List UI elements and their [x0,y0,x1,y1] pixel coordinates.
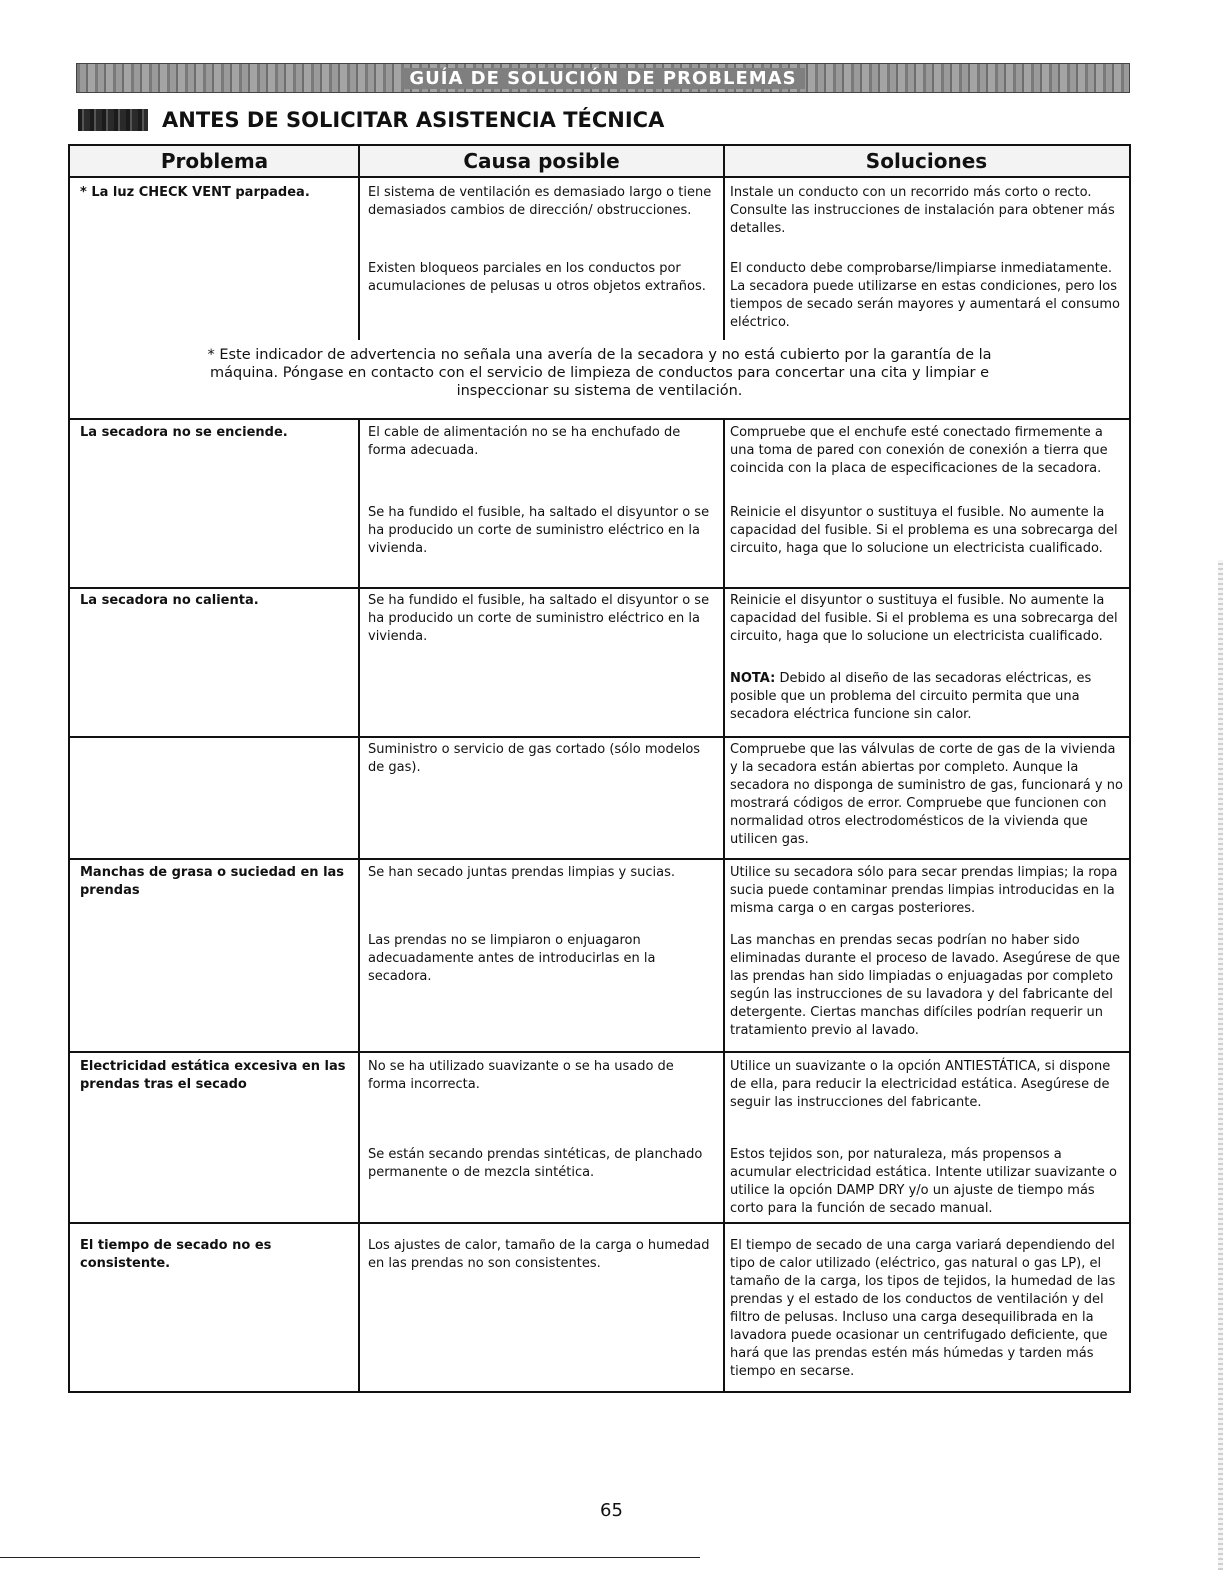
section-bar-decoration [78,109,148,131]
column-divider [723,418,725,1393]
solution-text: Reinicie el disyuntor o sustituya el fusible. No aumente la capacidad del fusible. Si el problema es una sobrecarga del circuito, haga que lo solucione un electricista cualificado. [730,505,1118,556]
row-divider [70,1222,1129,1224]
cause-text: Suministro o servicio de gas cortado (sólo modelos de gas). [368,742,701,775]
header-cause: Causa posible [359,146,724,178]
cause-text: Se están secando prendas sintéticas, de planchado permanente o de mezcla sintética. [368,1147,703,1180]
column-divider [358,418,360,1393]
header-problem: Problema [70,146,359,178]
solution-text: Las manchas en prendas secas podrían no haber sido eliminadas durante el proceso de lavado. Asegúrese de que las prendas han sido limpiadas o enjuagadas por completo según las instrucciones de su lavadora y del fabricante del detergente. Ciertas manchas difíciles podrían requerir un tratamiento previo al lavado. [730,933,1120,1038]
note-text [730,670,1126,724]
solution-text: Estos tejidos son, por naturaleza, más propensos a acumular electricidad estática. Intente utilizar suavizante o utilice la opción DAMP DRY y/o un ajuste de tiempo más corto para la función de secado manual. [730,1147,1117,1216]
cause-text: Los ajustes de calor, tamaño de la carga o humedad en las prendas no son consistentes. [368,1238,710,1271]
scan-edge-strip [1218,560,1223,1570]
bottom-rule [0,1557,700,1558]
cause-text: El sistema de ventilación es demasiado largo o tiene demasiados cambios de dirección/ obstrucciones. [368,185,712,218]
cause-text: No se ha utilizado suavizante o se ha usado de forma incorrecta. [368,1059,674,1092]
note-label: NOTA: [730,671,776,686]
solution-text: Instale un conducto con un recorrido más corto o recto. Consulte las instrucciones de instalación para obtener más detalles. [730,185,1115,236]
solution-text: Compruebe que el enchufe esté conectado firmemente a una toma de pared con conexión de conexión a tierra que coincida con la placa de especificaciones de la secadora. [730,425,1108,476]
problem-no-power: La secadora no se enciende. [80,425,288,440]
problem-stains: Manchas de grasa o suciedad en las prendas [80,865,345,898]
solution-text: Compruebe que las válvulas de corte de gas de la vivienda y la secadora están abiertas por completo. Aunque la secadora no disponga de suministro de gas, funcionará y no mostrará códigos de error. Compruebe que funcionen con normalidad otros electrodomésticos de la vivienda que utilicen gas. [730,742,1123,847]
cause-text: Se ha fundido el fusible, ha saltado el disyuntor o se ha producido un corte de suministro eléctrico en la vivienda. [368,505,710,556]
problem-inconsistent-dry-time: El tiempo de secado no es consistente. [80,1238,272,1271]
check-vent-footnote: * Este indicador de advertencia no señala una avería de la secadora y no está cubierto por la garantía de la máquina. Póngase en contacto con el servicio de limpieza de conductos para concertar una cita y limpiar e inspeccionar su sistema de ventilación. [207,347,992,399]
page-number: 65 [600,1500,623,1521]
problem-check-vent: * La luz CHECK VENT parpadea. [80,185,310,200]
troubleshooting-table [68,144,1131,1393]
column-divider [358,146,360,340]
cause-text: El cable de alimentación no se ha enchufado de forma adecuada. [368,425,681,458]
row-divider [70,587,1129,589]
cause-text: Se han secado juntas prendas limpias y sucias. [368,865,676,880]
cause-text: Las prendas no se limpiaron o enjuagaron adecuadamente antes de introducirlas en la secadora. [368,933,656,984]
section-heading [78,108,664,132]
row-divider [70,418,1129,420]
solution-text: El tiempo de secado de una carga variará dependiendo del tipo de calor utilizado (eléctrico, gas natural o gas LP), el tamaño de la carga, los tipos de tejidos, la humedad de las prendas y el estado de los conductos de ventilación y del filtro de pelusas. Incluso una carga desequilibrada en la lavadora puede ocasionar un centrifugado deficiente, que hará que las prendas estén más húmedas y tarden más tiempo en secarse. [730,1238,1116,1379]
row-divider [70,1051,1129,1053]
problem-no-heat: La secadora no calienta. [80,593,259,608]
cause-text: Se ha fundido el fusible, ha saltado el disyuntor o se ha producido un corte de suministro eléctrico en la vivienda. [368,593,710,644]
row-divider [70,858,1129,860]
solution-text: Utilice un suavizante o la opción ANTIESTÁTICA, si dispone de ella, para reducir la electricidad estática. Asegúrese de seguir las instrucciones del fabricante. [730,1059,1111,1110]
column-divider [723,146,725,340]
banner-title: GUÍA DE SOLUCIÓN DE PROBLEMAS [401,68,804,89]
solution-text: El conducto debe comprobarse/limpiarse inmediatamente. La secadora puede utilizarse en estas condiciones, pero los tiempos de secado serán mayores y aumentará el consumo eléctrico. [730,261,1120,330]
solution-text: Reinicie el disyuntor o sustituya el fusible. No aumente la capacidad del fusible. Si el problema es una sobrecarga del circuito, haga que lo solucione un electricista cualificado. [730,593,1118,644]
row-divider [70,736,1129,738]
note-body: Debido al diseño de las secadoras eléctricas, es posible que un problema del circuito permita que una secadora eléctrica funcione sin calor. [730,671,1092,722]
solution-text: Utilice su secadora sólo para secar prendas limpias; la ropa sucia puede contaminar prendas limpias introducidas en la misma carga o en cargas posteriores. [730,865,1118,916]
guide-banner [76,63,1130,93]
header-solution: Soluciones [724,146,1129,178]
cause-text: Existen bloqueos parciales en los conductos por acumulaciones de pelusas u otros objetos extraños. [368,261,706,294]
section-title: ANTES DE SOLICITAR ASISTENCIA TÉCNICA [162,108,665,132]
problem-static: Electricidad estática excesiva en las prendas tras el secado [80,1059,346,1092]
